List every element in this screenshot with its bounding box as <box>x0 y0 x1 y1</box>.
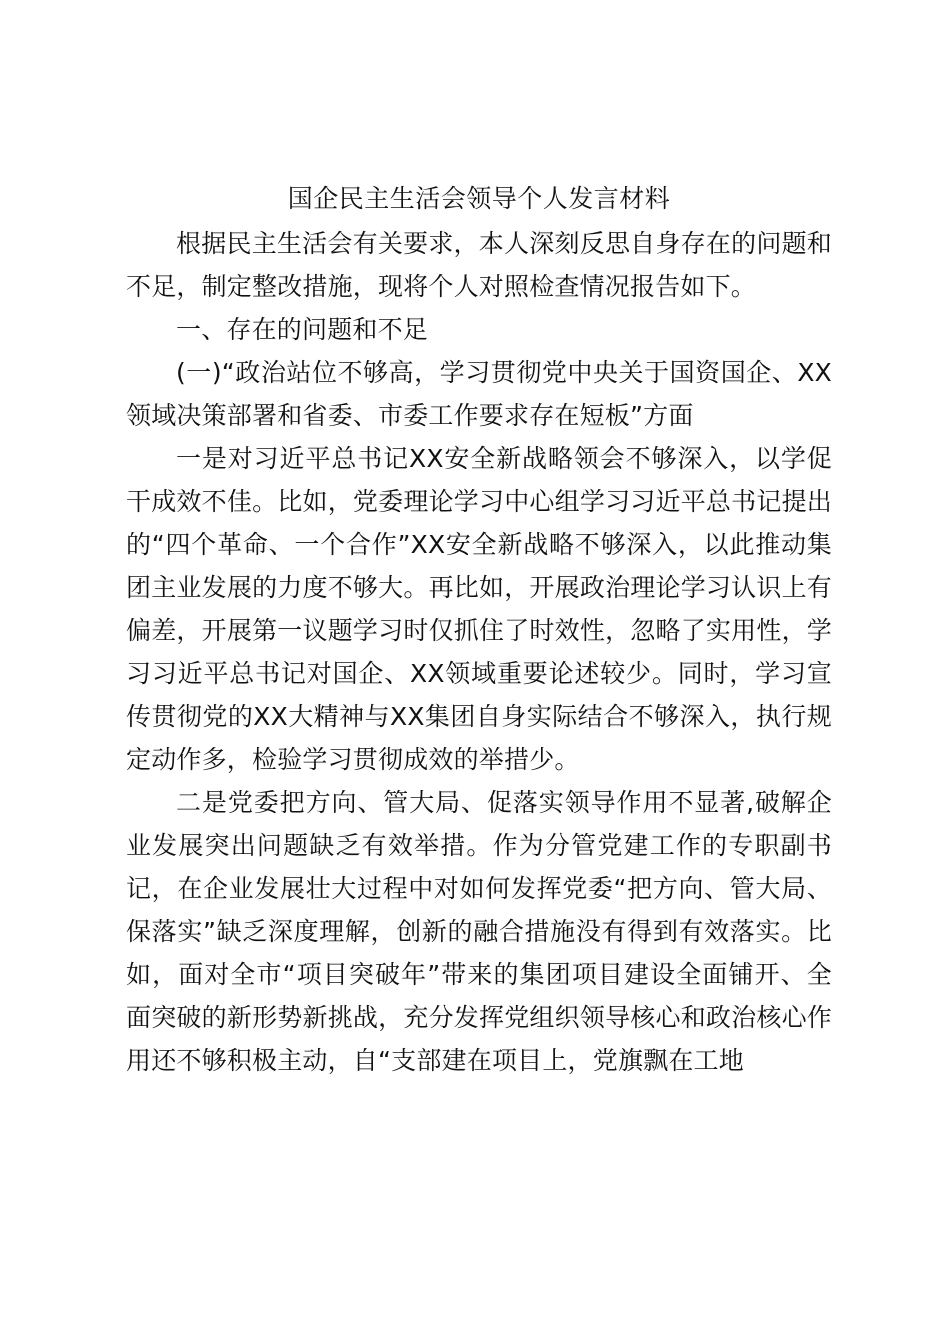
document-title: 国企民主生活会领导个人发言材料 <box>287 184 671 213</box>
paragraph-intro: 根据民主生活会有关要求，本人深刻反思自身存在的问题和不足，制定整改措施，现将个人对照检查情况报告如下。 <box>126 229 832 301</box>
subsection-heading-political-stance: (一)“政治站位不够高，学习贯彻党中央关于国资国企、XX领域决策部署和省委、市委工作要求存在短板”方面 <box>126 358 832 430</box>
paragraph-point-one: 一是对习近平总书记XX安全新战略领会不够深入，以学促干成效不佳。比如，党委理论学习中心组学习习近平总书记提出的“四个革命、一个合作”XX安全新战略不够深入，以此推动集团主业发展的力度不够大。再比如，开展政治理论学习认识上有偏差，开展第一议题学习时仅抓住了时效性，忽略了实用性，学习习近平总书记对国企、XX领域重要论述较少。同时，学习宣传贯彻党的XX大精神与XX集团自身实际结合不够深入，执行规定动作多，检验学习贯彻成效的举措少。 <box>126 444 832 774</box>
paragraph-point-two: 二是党委把方向、管大局、促落实领导作用不显著,破解企业发展突出问题缺乏有效举措。作为分管党建工作的专职副书记，在企业发展壮大过程中对如何发挥党委“把方向、管大局、保落实”缺乏深度理解，创新的融合措施没有得到有效落实。比如，面对全市“项目突破年”带来的集团项目建设全面铺开、全面突破的新形势新挑战，充分发挥党组织领导核心和政治核心作用还不够积极主动，自“支部建在项目上，党旗飘在工地 <box>126 788 832 1075</box>
section-heading-problems: 一、存在的问题和不足 <box>176 315 429 344</box>
document-body <box>126 176 832 1082</box>
